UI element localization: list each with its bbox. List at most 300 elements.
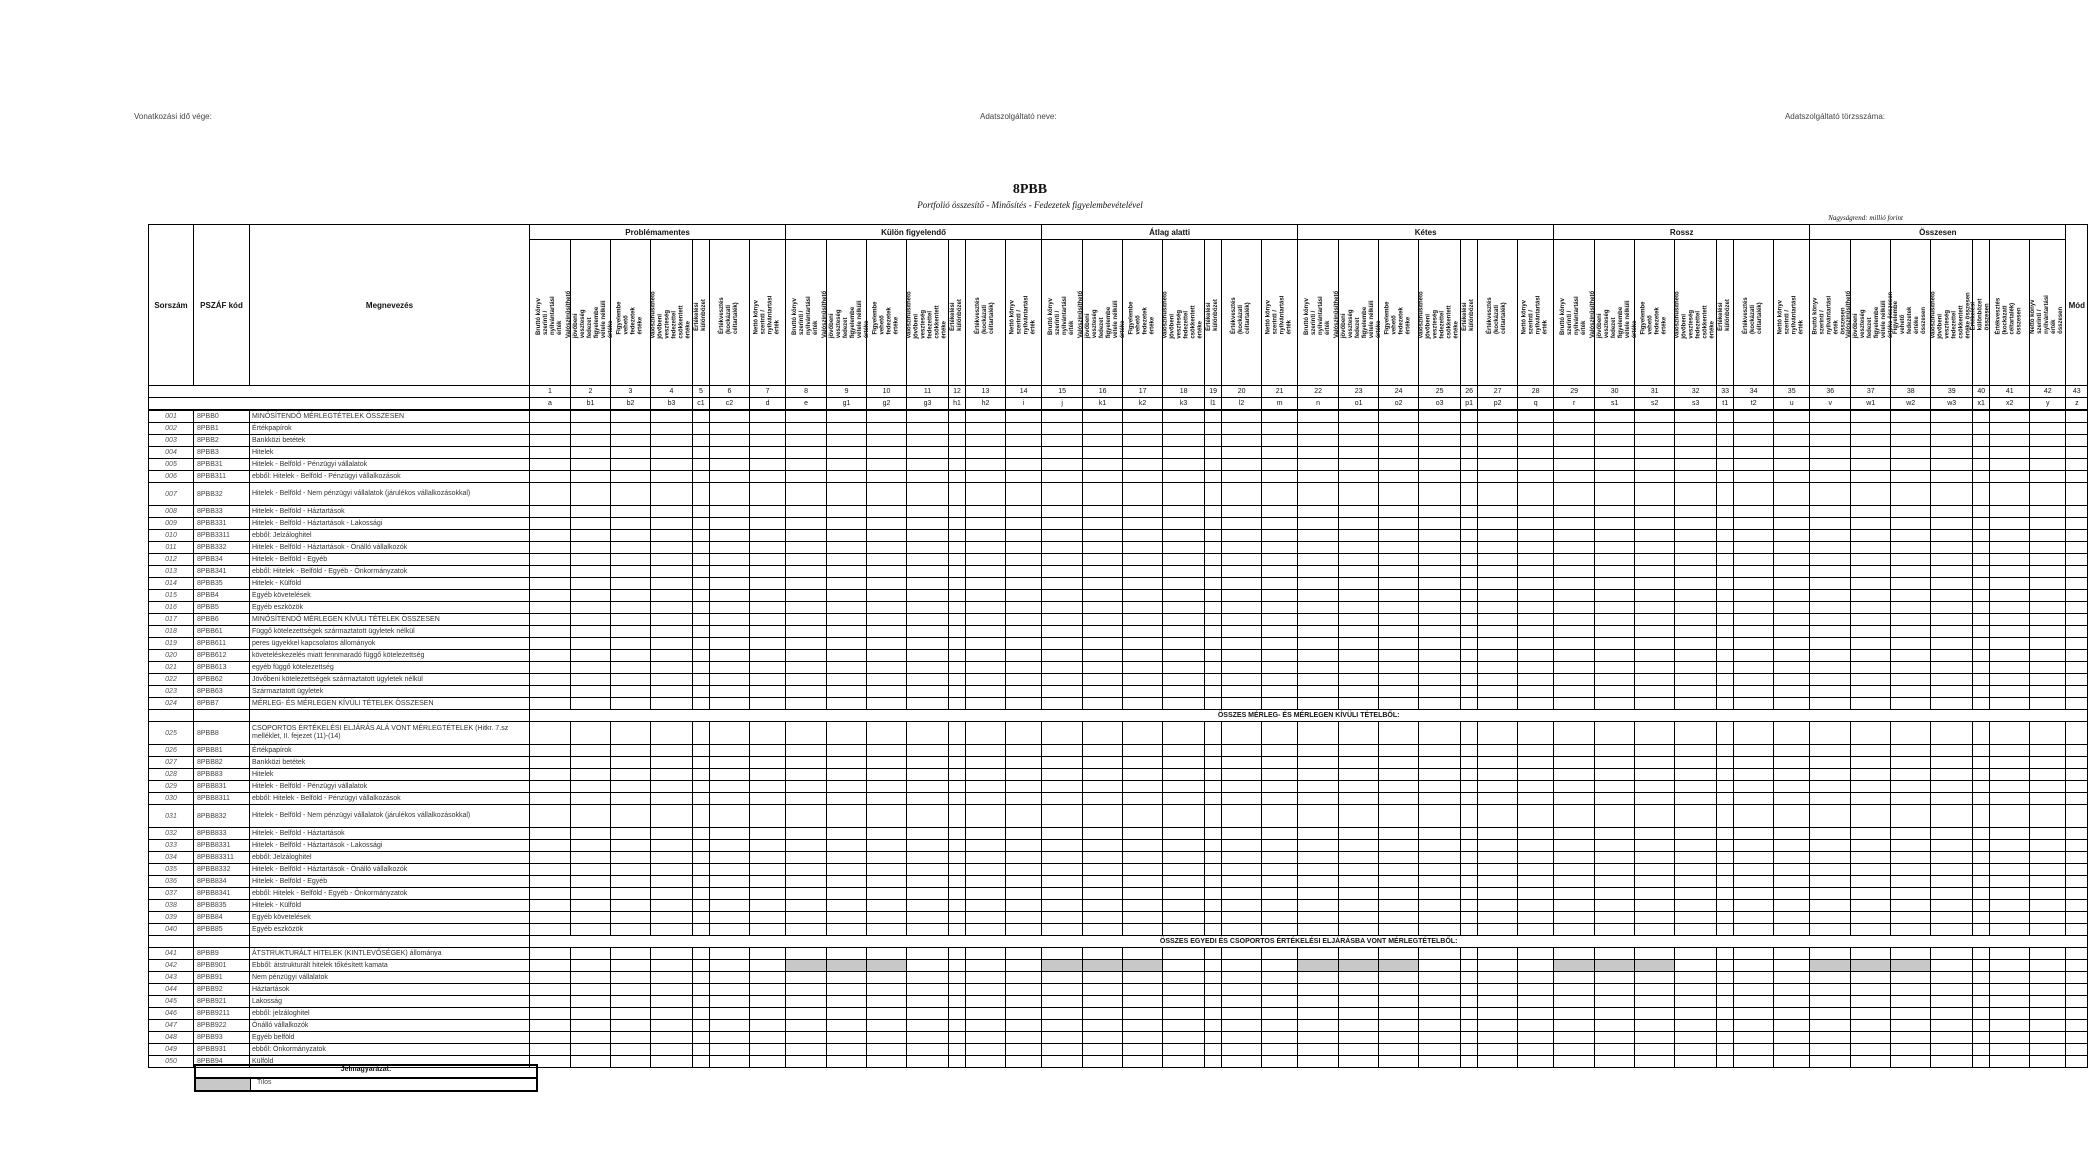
data-cell[interactable]: [966, 662, 1006, 674]
data-cell[interactable]: [1554, 530, 1595, 542]
data-cell[interactable]: [1478, 578, 1518, 590]
data-cell[interactable]: [1083, 423, 1123, 435]
data-cell[interactable]: [1554, 638, 1595, 650]
data-cell[interactable]: [1554, 781, 1595, 793]
data-cell[interactable]: [867, 722, 907, 745]
data-cell[interactable]: [1379, 447, 1419, 459]
data-cell[interactable]: [1554, 996, 1595, 1008]
data-cell[interactable]: [1262, 506, 1298, 518]
data-cell[interactable]: [1595, 888, 1635, 900]
data-cell[interactable]: [1006, 864, 1042, 876]
data-cell[interactable]: [1554, 686, 1595, 698]
data-cell[interactable]: [949, 1056, 966, 1068]
data-cell[interactable]: [867, 506, 907, 518]
data-cell[interactable]: [1298, 614, 1339, 626]
data-cell[interactable]: [1635, 1008, 1675, 1020]
data-cell[interactable]: [1123, 876, 1163, 888]
data-cell[interactable]: [693, 614, 710, 626]
data-cell[interactable]: [1518, 447, 1554, 459]
data-cell[interactable]: [1298, 864, 1339, 876]
data-cell[interactable]: [611, 781, 651, 793]
data-cell[interactable]: [1891, 996, 1931, 1008]
data-cell[interactable]: [1163, 876, 1205, 888]
data-cell[interactable]: [530, 674, 571, 686]
data-cell[interactable]: [1774, 745, 1810, 757]
data-cell[interactable]: [1042, 698, 1083, 710]
data-cell[interactable]: [1990, 828, 2030, 840]
data-cell[interactable]: [1083, 972, 1123, 984]
data-cell[interactable]: [1006, 984, 1042, 996]
data-cell[interactable]: [907, 745, 949, 757]
data-cell[interactable]: [1083, 530, 1123, 542]
data-cell[interactable]: [611, 900, 651, 912]
data-cell[interactable]: [1931, 828, 1973, 840]
data-cell[interactable]: [2030, 960, 2066, 972]
data-cell[interactable]: [750, 602, 786, 614]
data-cell[interactable]: [1774, 542, 1810, 554]
data-cell[interactable]: [710, 530, 750, 542]
data-cell[interactable]: [693, 578, 710, 590]
data-cell[interactable]: [1419, 698, 1461, 710]
data-cell[interactable]: [571, 805, 611, 828]
data-cell[interactable]: [750, 471, 786, 483]
data-cell[interactable]: [1262, 1044, 1298, 1056]
data-cell[interactable]: [1734, 996, 1774, 1008]
data-cell[interactable]: [1339, 423, 1379, 435]
data-cell[interactable]: [1851, 1008, 1891, 1020]
data-cell[interactable]: [786, 578, 827, 590]
data-cell[interactable]: [1163, 518, 1205, 530]
data-cell[interactable]: [1205, 483, 1222, 506]
data-cell[interactable]: [1518, 506, 1554, 518]
data-cell[interactable]: [1006, 614, 1042, 626]
data-cell[interactable]: [693, 996, 710, 1008]
data-cell[interactable]: [1675, 1032, 1717, 1044]
data-cell[interactable]: [1595, 483, 1635, 506]
data-cell[interactable]: [1222, 805, 1262, 828]
data-cell[interactable]: [1717, 459, 1734, 471]
data-cell[interactable]: [1042, 769, 1083, 781]
data-cell[interactable]: [1734, 662, 1774, 674]
data-cell[interactable]: [966, 1032, 1006, 1044]
data-cell[interactable]: [750, 518, 786, 530]
data-cell[interactable]: [2030, 781, 2066, 793]
data-cell[interactable]: [1006, 769, 1042, 781]
data-cell[interactable]: [750, 722, 786, 745]
data-cell[interactable]: [1990, 614, 2030, 626]
data-cell[interactable]: [1931, 435, 1973, 447]
data-cell[interactable]: [693, 674, 710, 686]
data-cell[interactable]: [611, 554, 651, 566]
data-cell[interactable]: [1478, 900, 1518, 912]
data-cell[interactable]: [651, 972, 693, 984]
data-cell[interactable]: [1774, 423, 1810, 435]
data-cell[interactable]: [1461, 626, 1478, 638]
data-cell[interactable]: [1419, 769, 1461, 781]
data-cell[interactable]: [1774, 471, 1810, 483]
data-cell[interactable]: [1006, 554, 1042, 566]
data-cell[interactable]: [1734, 924, 1774, 936]
data-cell[interactable]: [867, 602, 907, 614]
data-cell[interactable]: [907, 435, 949, 447]
data-cell[interactable]: [1717, 590, 1734, 602]
data-cell[interactable]: [2066, 1020, 2088, 1032]
data-cell[interactable]: [1851, 864, 1891, 876]
data-cell[interactable]: [1931, 757, 1973, 769]
data-cell[interactable]: [966, 506, 1006, 518]
data-cell[interactable]: [1222, 1032, 1262, 1044]
data-cell[interactable]: [2030, 662, 2066, 674]
data-cell[interactable]: [1083, 769, 1123, 781]
data-cell[interactable]: [1931, 614, 1973, 626]
data-cell[interactable]: [1042, 722, 1083, 745]
data-cell[interactable]: [1774, 948, 1810, 960]
data-cell[interactable]: [1006, 662, 1042, 674]
data-cell[interactable]: [1518, 1056, 1554, 1068]
data-cell[interactable]: [1595, 578, 1635, 590]
data-cell[interactable]: [1734, 638, 1774, 650]
data-cell[interactable]: [1595, 876, 1635, 888]
data-cell[interactable]: [1891, 471, 1931, 483]
data-cell[interactable]: [1006, 793, 1042, 805]
data-cell[interactable]: [949, 1020, 966, 1032]
data-cell[interactable]: [1635, 864, 1675, 876]
data-cell[interactable]: [693, 948, 710, 960]
data-cell[interactable]: [867, 1056, 907, 1068]
data-cell[interactable]: [1990, 948, 2030, 960]
data-cell[interactable]: [1891, 960, 1931, 972]
data-cell[interactable]: [1419, 506, 1461, 518]
data-cell[interactable]: [1419, 840, 1461, 852]
data-cell[interactable]: [1518, 686, 1554, 698]
data-cell[interactable]: [907, 1020, 949, 1032]
data-cell[interactable]: [1339, 805, 1379, 828]
data-cell[interactable]: [611, 757, 651, 769]
data-cell[interactable]: [1478, 435, 1518, 447]
data-cell[interactable]: [1262, 1056, 1298, 1068]
data-cell[interactable]: [949, 662, 966, 674]
data-cell[interactable]: [1339, 864, 1379, 876]
data-cell[interactable]: [1774, 447, 1810, 459]
data-cell[interactable]: [1595, 435, 1635, 447]
data-cell[interactable]: [1222, 602, 1262, 614]
data-cell[interactable]: [1461, 1056, 1478, 1068]
data-cell[interactable]: [1205, 447, 1222, 459]
data-cell[interactable]: [827, 984, 867, 996]
data-cell[interactable]: [1595, 590, 1635, 602]
data-cell[interactable]: [750, 578, 786, 590]
data-cell[interactable]: [1163, 900, 1205, 912]
data-cell[interactable]: [1123, 662, 1163, 674]
data-cell[interactable]: [1675, 590, 1717, 602]
data-cell[interactable]: [1990, 912, 2030, 924]
data-cell[interactable]: [1595, 900, 1635, 912]
data-cell[interactable]: [1419, 566, 1461, 578]
data-cell[interactable]: [2030, 590, 2066, 602]
data-cell[interactable]: [710, 1032, 750, 1044]
data-cell[interactable]: [1518, 423, 1554, 435]
data-cell[interactable]: [907, 578, 949, 590]
data-cell[interactable]: [1891, 1044, 1931, 1056]
data-cell[interactable]: [907, 840, 949, 852]
data-cell[interactable]: [1006, 518, 1042, 530]
data-cell[interactable]: [1042, 1032, 1083, 1044]
data-cell[interactable]: [867, 435, 907, 447]
data-cell[interactable]: [530, 447, 571, 459]
data-cell[interactable]: [611, 745, 651, 757]
data-cell[interactable]: [1123, 518, 1163, 530]
data-cell[interactable]: [966, 912, 1006, 924]
data-cell[interactable]: [693, 1020, 710, 1032]
data-cell[interactable]: [1298, 530, 1339, 542]
data-cell[interactable]: [1419, 722, 1461, 745]
data-cell[interactable]: [1635, 626, 1675, 638]
data-cell[interactable]: [827, 900, 867, 912]
data-cell[interactable]: [1774, 518, 1810, 530]
data-cell[interactable]: [750, 698, 786, 710]
data-cell[interactable]: [1339, 542, 1379, 554]
data-cell[interactable]: [1635, 1056, 1675, 1068]
data-cell[interactable]: [1379, 542, 1419, 554]
data-cell[interactable]: [710, 410, 750, 423]
data-cell[interactable]: [966, 483, 1006, 506]
data-cell[interactable]: [1734, 1044, 1774, 1056]
data-cell[interactable]: [1518, 662, 1554, 674]
data-cell[interactable]: [651, 805, 693, 828]
data-cell[interactable]: [1262, 924, 1298, 936]
data-cell[interactable]: [1554, 876, 1595, 888]
data-cell[interactable]: [1675, 840, 1717, 852]
data-cell[interactable]: [1851, 447, 1891, 459]
data-cell[interactable]: [1339, 590, 1379, 602]
data-cell[interactable]: [1042, 996, 1083, 1008]
data-cell[interactable]: [1595, 996, 1635, 1008]
data-cell[interactable]: [1990, 852, 2030, 864]
data-cell[interactable]: [1554, 614, 1595, 626]
data-cell[interactable]: [1931, 900, 1973, 912]
data-cell[interactable]: [1734, 888, 1774, 900]
data-cell[interactable]: [786, 900, 827, 912]
data-cell[interactable]: [530, 722, 571, 745]
data-cell[interactable]: [693, 912, 710, 924]
data-cell[interactable]: [949, 840, 966, 852]
data-cell[interactable]: [1931, 948, 1973, 960]
data-cell[interactable]: [1518, 840, 1554, 852]
data-cell[interactable]: [2030, 566, 2066, 578]
data-cell[interactable]: [1810, 900, 1851, 912]
data-cell[interactable]: [1851, 948, 1891, 960]
data-cell[interactable]: [693, 805, 710, 828]
data-cell[interactable]: [949, 793, 966, 805]
data-cell[interactable]: [693, 459, 710, 471]
data-cell[interactable]: [1734, 459, 1774, 471]
data-cell[interactable]: [1205, 459, 1222, 471]
data-cell[interactable]: [966, 614, 1006, 626]
data-cell[interactable]: [1419, 924, 1461, 936]
data-cell[interactable]: [1163, 650, 1205, 662]
data-cell[interactable]: [1891, 483, 1931, 506]
data-cell[interactable]: [907, 769, 949, 781]
data-cell[interactable]: [949, 650, 966, 662]
data-cell[interactable]: [1675, 745, 1717, 757]
data-cell[interactable]: [1461, 984, 1478, 996]
data-cell[interactable]: [949, 805, 966, 828]
data-cell[interactable]: [2066, 435, 2088, 447]
data-cell[interactable]: [1990, 435, 2030, 447]
data-cell[interactable]: [1205, 888, 1222, 900]
data-cell[interactable]: [1083, 614, 1123, 626]
data-cell[interactable]: [651, 840, 693, 852]
data-cell[interactable]: [1379, 602, 1419, 614]
data-cell[interactable]: [1518, 1044, 1554, 1056]
data-cell[interactable]: [1635, 662, 1675, 674]
data-cell[interactable]: [966, 757, 1006, 769]
data-cell[interactable]: [1163, 602, 1205, 614]
data-cell[interactable]: [1734, 769, 1774, 781]
data-cell[interactable]: [530, 530, 571, 542]
data-cell[interactable]: [1298, 638, 1339, 650]
data-cell[interactable]: [1675, 578, 1717, 590]
data-cell[interactable]: [530, 410, 571, 423]
data-cell[interactable]: [827, 614, 867, 626]
data-cell[interactable]: [1635, 518, 1675, 530]
data-cell[interactable]: [1717, 972, 1734, 984]
data-cell[interactable]: [1554, 1044, 1595, 1056]
data-cell[interactable]: [1379, 590, 1419, 602]
data-cell[interactable]: [1554, 410, 1595, 423]
data-cell[interactable]: [651, 590, 693, 602]
data-cell[interactable]: [571, 996, 611, 1008]
data-cell[interactable]: [1379, 626, 1419, 638]
data-cell[interactable]: [710, 423, 750, 435]
data-cell[interactable]: [2030, 530, 2066, 542]
data-cell[interactable]: [693, 793, 710, 805]
data-cell[interactable]: [1222, 722, 1262, 745]
data-cell[interactable]: [1163, 745, 1205, 757]
data-cell[interactable]: [710, 686, 750, 698]
data-cell[interactable]: [1262, 530, 1298, 542]
data-cell[interactable]: [786, 984, 827, 996]
data-cell[interactable]: [693, 960, 710, 972]
data-cell[interactable]: [786, 410, 827, 423]
data-cell[interactable]: [1851, 602, 1891, 614]
data-cell[interactable]: [1973, 626, 1990, 638]
data-cell[interactable]: [1478, 996, 1518, 1008]
data-cell[interactable]: [1717, 1032, 1734, 1044]
data-cell[interactable]: [867, 518, 907, 530]
data-cell[interactable]: [786, 542, 827, 554]
data-cell[interactable]: [1717, 602, 1734, 614]
data-cell[interactable]: [1734, 435, 1774, 447]
data-cell[interactable]: [611, 674, 651, 686]
data-cell[interactable]: [1205, 590, 1222, 602]
data-cell[interactable]: [710, 602, 750, 614]
data-cell[interactable]: [611, 471, 651, 483]
data-cell[interactable]: [651, 518, 693, 530]
data-cell[interactable]: [1006, 674, 1042, 686]
data-cell[interactable]: [867, 662, 907, 674]
data-cell[interactable]: [2066, 674, 2088, 686]
data-cell[interactable]: [1083, 1056, 1123, 1068]
data-cell[interactable]: [1554, 698, 1595, 710]
data-cell[interactable]: [1635, 852, 1675, 864]
data-cell[interactable]: [867, 471, 907, 483]
data-cell[interactable]: [750, 1032, 786, 1044]
data-cell[interactable]: [651, 566, 693, 578]
data-cell[interactable]: [651, 530, 693, 542]
data-cell[interactable]: [907, 1044, 949, 1056]
data-cell[interactable]: [1163, 948, 1205, 960]
data-cell[interactable]: [1461, 638, 1478, 650]
data-cell[interactable]: [786, 1032, 827, 1044]
data-cell[interactable]: [1042, 686, 1083, 698]
data-cell[interactable]: [1222, 769, 1262, 781]
data-cell[interactable]: [1891, 912, 1931, 924]
data-cell[interactable]: [2066, 410, 2088, 423]
data-cell[interactable]: [1810, 530, 1851, 542]
data-cell[interactable]: [750, 852, 786, 864]
data-cell[interactable]: [1478, 566, 1518, 578]
data-cell[interactable]: [1973, 900, 1990, 912]
data-cell[interactable]: [2066, 542, 2088, 554]
data-cell[interactable]: [1379, 745, 1419, 757]
data-cell[interactable]: [1478, 888, 1518, 900]
data-cell[interactable]: [1717, 996, 1734, 1008]
data-cell[interactable]: [1717, 650, 1734, 662]
data-cell[interactable]: [1734, 410, 1774, 423]
data-cell[interactable]: [530, 852, 571, 864]
data-cell[interactable]: [1042, 1020, 1083, 1032]
data-cell[interactable]: [966, 554, 1006, 566]
data-cell[interactable]: [1205, 662, 1222, 674]
data-cell[interactable]: [1379, 506, 1419, 518]
data-cell[interactable]: [1990, 566, 2030, 578]
data-cell[interactable]: [693, 435, 710, 447]
data-cell[interactable]: [1554, 888, 1595, 900]
data-cell[interactable]: [1222, 674, 1262, 686]
data-cell[interactable]: [651, 948, 693, 960]
data-cell[interactable]: [786, 757, 827, 769]
data-cell[interactable]: [1554, 805, 1595, 828]
data-cell[interactable]: [1675, 483, 1717, 506]
data-cell[interactable]: [949, 960, 966, 972]
data-cell[interactable]: [1774, 650, 1810, 662]
data-cell[interactable]: [1973, 566, 1990, 578]
data-cell[interactable]: [1083, 912, 1123, 924]
data-cell[interactable]: [1635, 542, 1675, 554]
data-cell[interactable]: [1461, 1032, 1478, 1044]
data-cell[interactable]: [710, 828, 750, 840]
data-cell[interactable]: [1595, 1056, 1635, 1068]
data-cell[interactable]: [1205, 530, 1222, 542]
data-cell[interactable]: [1810, 650, 1851, 662]
data-cell[interactable]: [1734, 518, 1774, 530]
data-cell[interactable]: [1339, 614, 1379, 626]
data-cell[interactable]: [1006, 447, 1042, 459]
data-cell[interactable]: [530, 614, 571, 626]
data-cell[interactable]: [1339, 410, 1379, 423]
data-cell[interactable]: [1675, 960, 1717, 972]
data-cell[interactable]: [1518, 828, 1554, 840]
data-cell[interactable]: [1339, 912, 1379, 924]
data-cell[interactable]: [611, 876, 651, 888]
data-cell[interactable]: [611, 888, 651, 900]
data-cell[interactable]: [1262, 745, 1298, 757]
data-cell[interactable]: [530, 435, 571, 447]
data-cell[interactable]: [750, 650, 786, 662]
data-cell[interactable]: [1083, 828, 1123, 840]
data-cell[interactable]: [1774, 698, 1810, 710]
